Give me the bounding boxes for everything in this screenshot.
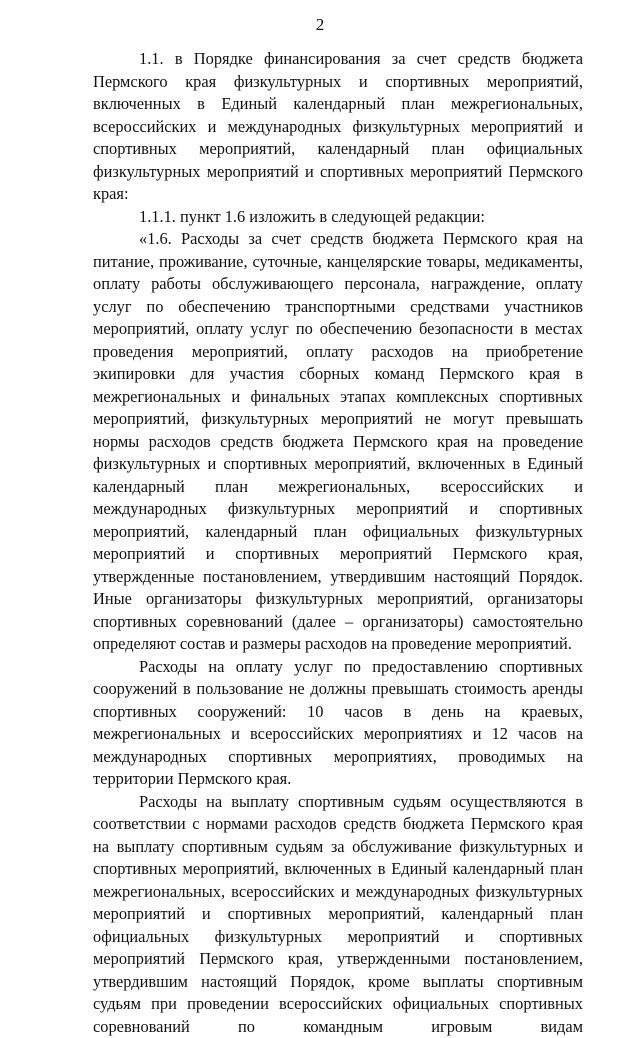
paragraph-1-6-expenses: «1.6. Расходы за счет средств бюджета Пермского края на питание, проживание, суточные, канцелярские товары, медикаменты, оплату работы обслуживающего персонала, награждение, оплату услуг по обеспечению транспортными средствами участников мероприятий, оплату услуг по обеспечению безопасности в местах проведения мероприятий, оплату расходов на приобретение экипировки для участия сборных команд Пермского края в межрегиональных и финальных этапах комплексных спортивных мероприятий, физкультурных мероприятий не могут превышать нормы расходов средств бюджета Пермского края на проведение физкультурных и спортивных мероприятий, включенных в Единый календарный план межрегиональных, всероссийских и международных физкультурных мероприятий и спортивных мероприятий, календарный план официальных физкультурных мероприятий и спортивных мероприятий Пермского края, утвержденные постановлением, утвердившим настоящий Порядок. Иные организаторы физкультурных мероприятий, организаторы спортивных соревнований (далее – организаторы) самостоятельно определяют состав и размеры расходов на проведение мероприятий. <box>93 228 583 656</box>
paragraph-sports-facilities: Расходы на оплату услуг по предоставлению спортивных сооружений в пользование не должны превышать стоимость аренды спортивных сооружений: 10 часов в день на краевых, межрегиональных и всероссийских мероприятиях и 12 часов на международных спортивных мероприятиях, проводимых на территории Пермского края. <box>93 656 583 791</box>
paragraph-referees: Расходы на выплату спортивным судьям осуществляются в соответствии с нормами расходов средств бюджета Пермского края на выплату спортивным судьям за обслуживание физкультурных и спортивных мероприятий, включенных в Единый календарный план межрегиональных, всероссийских и международных физкультурных мероприятий и спортивных мероприятий, календарный план официальных физкультурных мероприятий и спортивных мероприятий Пермского края, утвержденными постановлением, утвердившим настоящий Порядок, кроме выплаты спортивным судьям при проведении всероссийских официальных спортивных соревнований по командным игровым видам <box>93 791 583 1038</box>
paragraph-1-1-1: 1.1.1. пункт 1.6 изложить в следующей редакции: <box>93 206 583 229</box>
paragraph-1-1: 1.1. в Порядке финансирования за счет средств бюджета Пермского края физкультурных и спортивных мероприятий, включенных в Единый календарный план межрегиональных, всероссийских и международных физкультурных мероприятий и спортивных мероприятий, календарный план официальных физкультурных мероприятий и спортивных мероприятий Пермского края: <box>93 48 583 206</box>
document-body <box>93 48 583 1038</box>
page-number: 2 <box>0 14 640 36</box>
